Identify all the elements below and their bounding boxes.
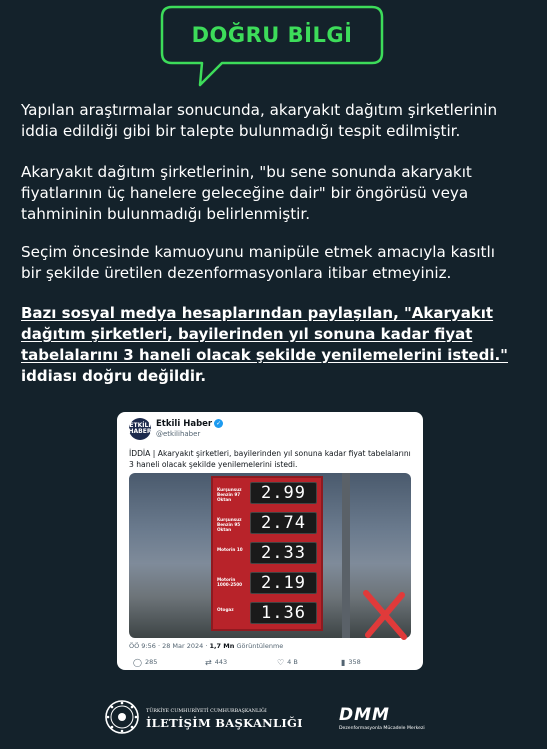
claim-quote: Bazı sosyal medya hesaplarından paylaşılan, "Akaryakıt dağıtım şirketleri, bayilerinden yıl sonuna kadar fiyat tabelalarını 3 haneli olacak şekilde yenilemelerini istedi." bbox=[21, 304, 508, 364]
price-row bbox=[217, 482, 319, 506]
fuel-price: 1.36 bbox=[250, 602, 317, 624]
paragraph-warning: Seçim öncesinde kamuoyunu manipüle etmek amacıyla kasıtlı bir şekilde üretilen dezenformasyonlara itibar etmeyiniz. bbox=[21, 243, 495, 282]
tweet-time: ÖÖ 9:56 · 28 Mar 2024 · bbox=[129, 642, 210, 650]
heart-icon: ♡ bbox=[277, 658, 285, 667]
like-button[interactable] bbox=[277, 658, 298, 667]
speech-bubble-icon bbox=[160, 5, 384, 89]
author-name-text: Etkili Haber bbox=[156, 419, 213, 429]
reply-count: 285 bbox=[144, 658, 158, 666]
sign-pole bbox=[342, 473, 350, 638]
fuel-type-label: Kurşunsuz Benzin 97 Oktan bbox=[217, 487, 242, 502]
price-row bbox=[217, 542, 319, 566]
dmm-wordmark: DMM bbox=[339, 705, 390, 725]
tweet-actions bbox=[129, 658, 414, 668]
tweet-meta bbox=[129, 642, 283, 650]
price-row bbox=[217, 512, 319, 536]
tweet-author-handle: @etkilihaber bbox=[156, 430, 201, 438]
dmm-logo bbox=[339, 705, 449, 735]
tweet-text: İDDİA | Akaryakıt şirketleri, bayilerinden yıl sonuna kadar fiyat tabelalarını 3 haneli olacak şekilde yenilemelerini istedi. bbox=[129, 449, 411, 469]
reply-icon: ◯ bbox=[133, 658, 142, 667]
badge-label: DOĞRU BİLGİ bbox=[191, 23, 353, 47]
presidency-seal-icon bbox=[104, 699, 140, 735]
bar-chart-icon: ▮ bbox=[341, 658, 346, 667]
tweet-author-name bbox=[156, 419, 223, 429]
tweet-views-label: Görüntülenme bbox=[234, 642, 284, 650]
verified-icon: ✓ bbox=[216, 420, 222, 427]
retweet-button[interactable] bbox=[205, 658, 227, 667]
paragraph-forecast: Akaryakıt dağıtım şirketlerinin, "bu sene sonunda akaryakıt fiyatlarının üç hanelere geleceğine dair" bir öngörüsü veya tahmininin bulunmadığı belirlenmiştir. bbox=[21, 163, 472, 223]
fuel-price: 2.99 bbox=[250, 482, 317, 504]
paragraph-finding: Yapılan araştırmalar sonucunda, akaryakıt dağıtım şirketlerinin iddia edildiği gibi bir talepte bulunmadığı tespit edilmiştir. bbox=[21, 101, 498, 140]
bookmark-count: 358 bbox=[348, 658, 361, 666]
bookmark-button[interactable] bbox=[341, 658, 361, 667]
fuel-price-sign bbox=[211, 476, 323, 631]
paragraph-claim bbox=[21, 303, 526, 387]
dmm-subtitle: Dezenformasyonla Mücadele Merkezi bbox=[339, 726, 425, 731]
like-count: 4 B bbox=[287, 658, 298, 666]
fuel-type-label: Motorin 10 bbox=[217, 547, 243, 552]
cross-mark-icon bbox=[360, 589, 408, 641]
fuel-price: 2.74 bbox=[250, 512, 317, 534]
price-row bbox=[217, 602, 319, 626]
retweet-count: 443 bbox=[214, 658, 228, 666]
tweet-views: 1,7 Mn bbox=[209, 642, 235, 650]
fuel-type-label: Kurşunsuz Benzin 95 Oktan bbox=[217, 517, 242, 532]
dogru-bilgi-badge bbox=[160, 5, 384, 89]
reply-button[interactable] bbox=[133, 658, 157, 667]
gov-subtitle: TÜRKİYE CUMHURİYETİ CUMHURBAŞKANLIĞI bbox=[146, 709, 267, 714]
fuel-price: 2.33 bbox=[250, 542, 317, 564]
fuel-price: 2.19 bbox=[250, 572, 317, 594]
retweet-icon: ⇄ bbox=[205, 658, 212, 667]
fuel-type-label: Motorin 1000-2500 bbox=[217, 577, 243, 587]
avatar: ETKİLİ HABER bbox=[129, 418, 151, 440]
fuel-type-label: Otogaz bbox=[217, 607, 234, 612]
price-row bbox=[217, 572, 319, 596]
claim-verdict: iddiası doğru değildir. bbox=[21, 367, 207, 385]
gov-title: İLETİŞİM BAŞKANLIĞI bbox=[146, 716, 303, 730]
